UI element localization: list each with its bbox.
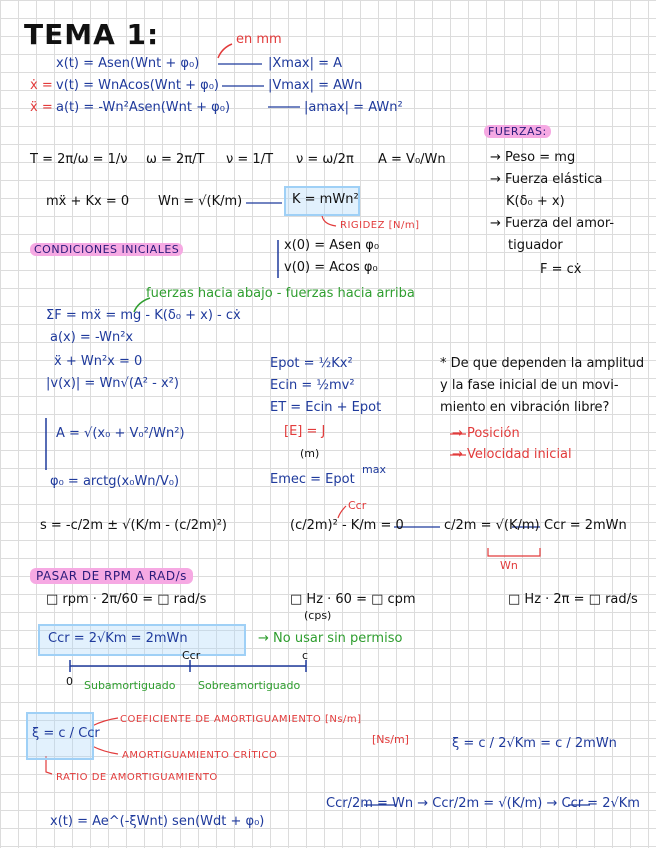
initial-velocity: v(0) = Acos φ₀: [284, 260, 378, 275]
fuerzas-direction-note: fuerzas hacia abajo - fuerzas hacia arriba: [146, 286, 415, 301]
answer-velocidad: → Velocidad inicial: [452, 447, 572, 462]
sobreamortiguado-label: Sobreamortiguado: [198, 679, 301, 692]
ccr-label: Ccr: [348, 499, 367, 512]
critical-result: Ccr = 2mWn: [544, 518, 627, 533]
harmonic-equation: ẍ + Wn²x = 0: [54, 354, 143, 369]
energy-max: max: [362, 463, 386, 476]
critical-ratio: c/2m = √(K/m): [444, 518, 540, 533]
ns-unit: [Ns/m]: [372, 733, 409, 746]
roots-equation: s = -c/2m ± √(K/m - (c/2m)²): [40, 518, 228, 533]
rigidez-label: RIGIDEZ [N/m]: [340, 220, 420, 231]
fuerza-amortiguador: → Fuerza del amor-: [490, 216, 615, 231]
hz-cpm-conversion: □ Hz · 60 = □ cpm: [290, 592, 416, 607]
conversion-heading: PASAR DE RPM A RAD/s: [30, 568, 193, 585]
damped-solution: x(t) = Ae^(-ξWnt) sen(Wdt + φ₀): [50, 814, 265, 829]
energy-m: (m): [300, 447, 320, 460]
subamortiguado-label: Subamortiguado: [84, 679, 176, 692]
fuerzas-heading: FUERZAS:: [484, 124, 551, 140]
potential-energy: Epot = ½Kx²: [270, 356, 353, 371]
mechanical-energy: Emec = Epot: [270, 472, 355, 487]
no-usar-note: → No usar sin permiso: [258, 631, 403, 646]
scale-zero: 0: [66, 675, 73, 688]
fuerza-amortiguador-formula: F = cẋ: [540, 262, 582, 277]
xi-formula: ξ = c / Ccr: [32, 726, 100, 741]
newton-equation: ΣF = mẍ = mg - K(δ₀ + x) - cẋ: [46, 308, 241, 323]
velocity-prefix: ẋ =: [30, 78, 53, 93]
phase-from-initial: φ₀ = arctg(x₀Wn/V₀): [50, 474, 180, 489]
frequency-omega-formula: ν = ω/2π: [296, 152, 354, 167]
acceleration-prefix: ẍ =: [30, 100, 53, 115]
amplitude-formula: A = V₀/Wn: [378, 152, 446, 167]
frequency-formula: ν = 1/T: [226, 152, 274, 167]
scale-c: c: [302, 649, 309, 662]
position-equation: x(t) = Asen(Wnt + φ₀): [56, 56, 200, 71]
fuerza-elastica-formula: K(δ₀ + x): [506, 194, 565, 209]
answer-posicion: → Posición: [452, 426, 520, 441]
ccr-relations: Ccr/2m = Wn → Ccr/2m = √(K/m) → Ccr = 2√Km: [326, 796, 640, 811]
fuerza-elastica: → Fuerza elástica: [490, 172, 603, 187]
wn-formula: Wn = √(K/m): [158, 194, 243, 209]
energy-unit: [E] = J: [284, 424, 326, 439]
critical-condition: (c/2m)² - K/m = 0: [290, 518, 404, 533]
acceleration-x: a(x) = -Wn²x: [50, 330, 134, 345]
position-max: |Xmax| = A: [268, 56, 343, 71]
period-formula: T = 2π/ω = 1/ν: [30, 152, 128, 167]
velocity-max: |Vmax| = AWn: [268, 78, 363, 93]
fuerza-amortiguador-cont: tiguador: [508, 238, 563, 253]
omega-formula: ω = 2π/T: [146, 152, 205, 167]
question-line-3: miento en vibración libre?: [440, 400, 610, 415]
annotation-en-mm: en mm: [236, 32, 282, 47]
cps-label: (cps): [304, 609, 332, 622]
hz-rad-conversion: □ Hz · 2π = □ rad/s: [508, 592, 638, 607]
acceleration-max: |amax| = AWn²: [304, 100, 403, 115]
amortiguamiento-critico-label: AMORTIGUAMIENTO CRÍTICO: [122, 750, 278, 761]
wn-label: Wn: [500, 559, 518, 572]
xi-expanded-formula: ξ = c / 2√Km = c / 2mWn: [452, 736, 617, 751]
question-line-1: * De que dependen la amplitud: [440, 356, 645, 371]
total-energy: ET = Ecin + Epot: [270, 400, 382, 415]
condiciones-heading: CONDICIONES INICIALES: [30, 242, 183, 258]
kinetic-energy: Ecin = ½mv²: [270, 378, 355, 393]
velocity-equation: v(t) = WnAcos(Wnt + φ₀): [56, 78, 220, 93]
coef-amortiguamiento-label: COEFICIENTE DE AMORTIGUAMIENTO [Ns/m]: [120, 714, 362, 725]
ode-equation: mẍ + Kx = 0: [46, 194, 130, 209]
amplitude-from-initial: A = √(x₀ + V₀²/Wn²): [56, 426, 185, 441]
fuerza-peso: → Peso = mg: [490, 150, 576, 165]
rpm-conversion: □ rpm · 2π/60 = □ rad/s: [46, 592, 207, 607]
question-line-2: y la fase inicial de un movi-: [440, 378, 619, 393]
initial-position: x(0) = Asen φ₀: [284, 238, 380, 253]
acceleration-equation: a(t) = -Wn²Asen(Wnt + φ₀): [56, 100, 231, 115]
k-formula: K = mWn²: [292, 192, 359, 207]
ccr-formula: Ccr = 2√Km = 2mWn: [48, 631, 188, 646]
ratio-amortiguamiento-label: RATIO DE AMORTIGUAMIENTO: [56, 772, 218, 783]
scale-ccr: Ccr: [182, 649, 201, 662]
page-title: TEMA 1:: [24, 18, 160, 51]
velocity-x: |v(x)| = Wn√(A² - x²): [46, 376, 179, 391]
